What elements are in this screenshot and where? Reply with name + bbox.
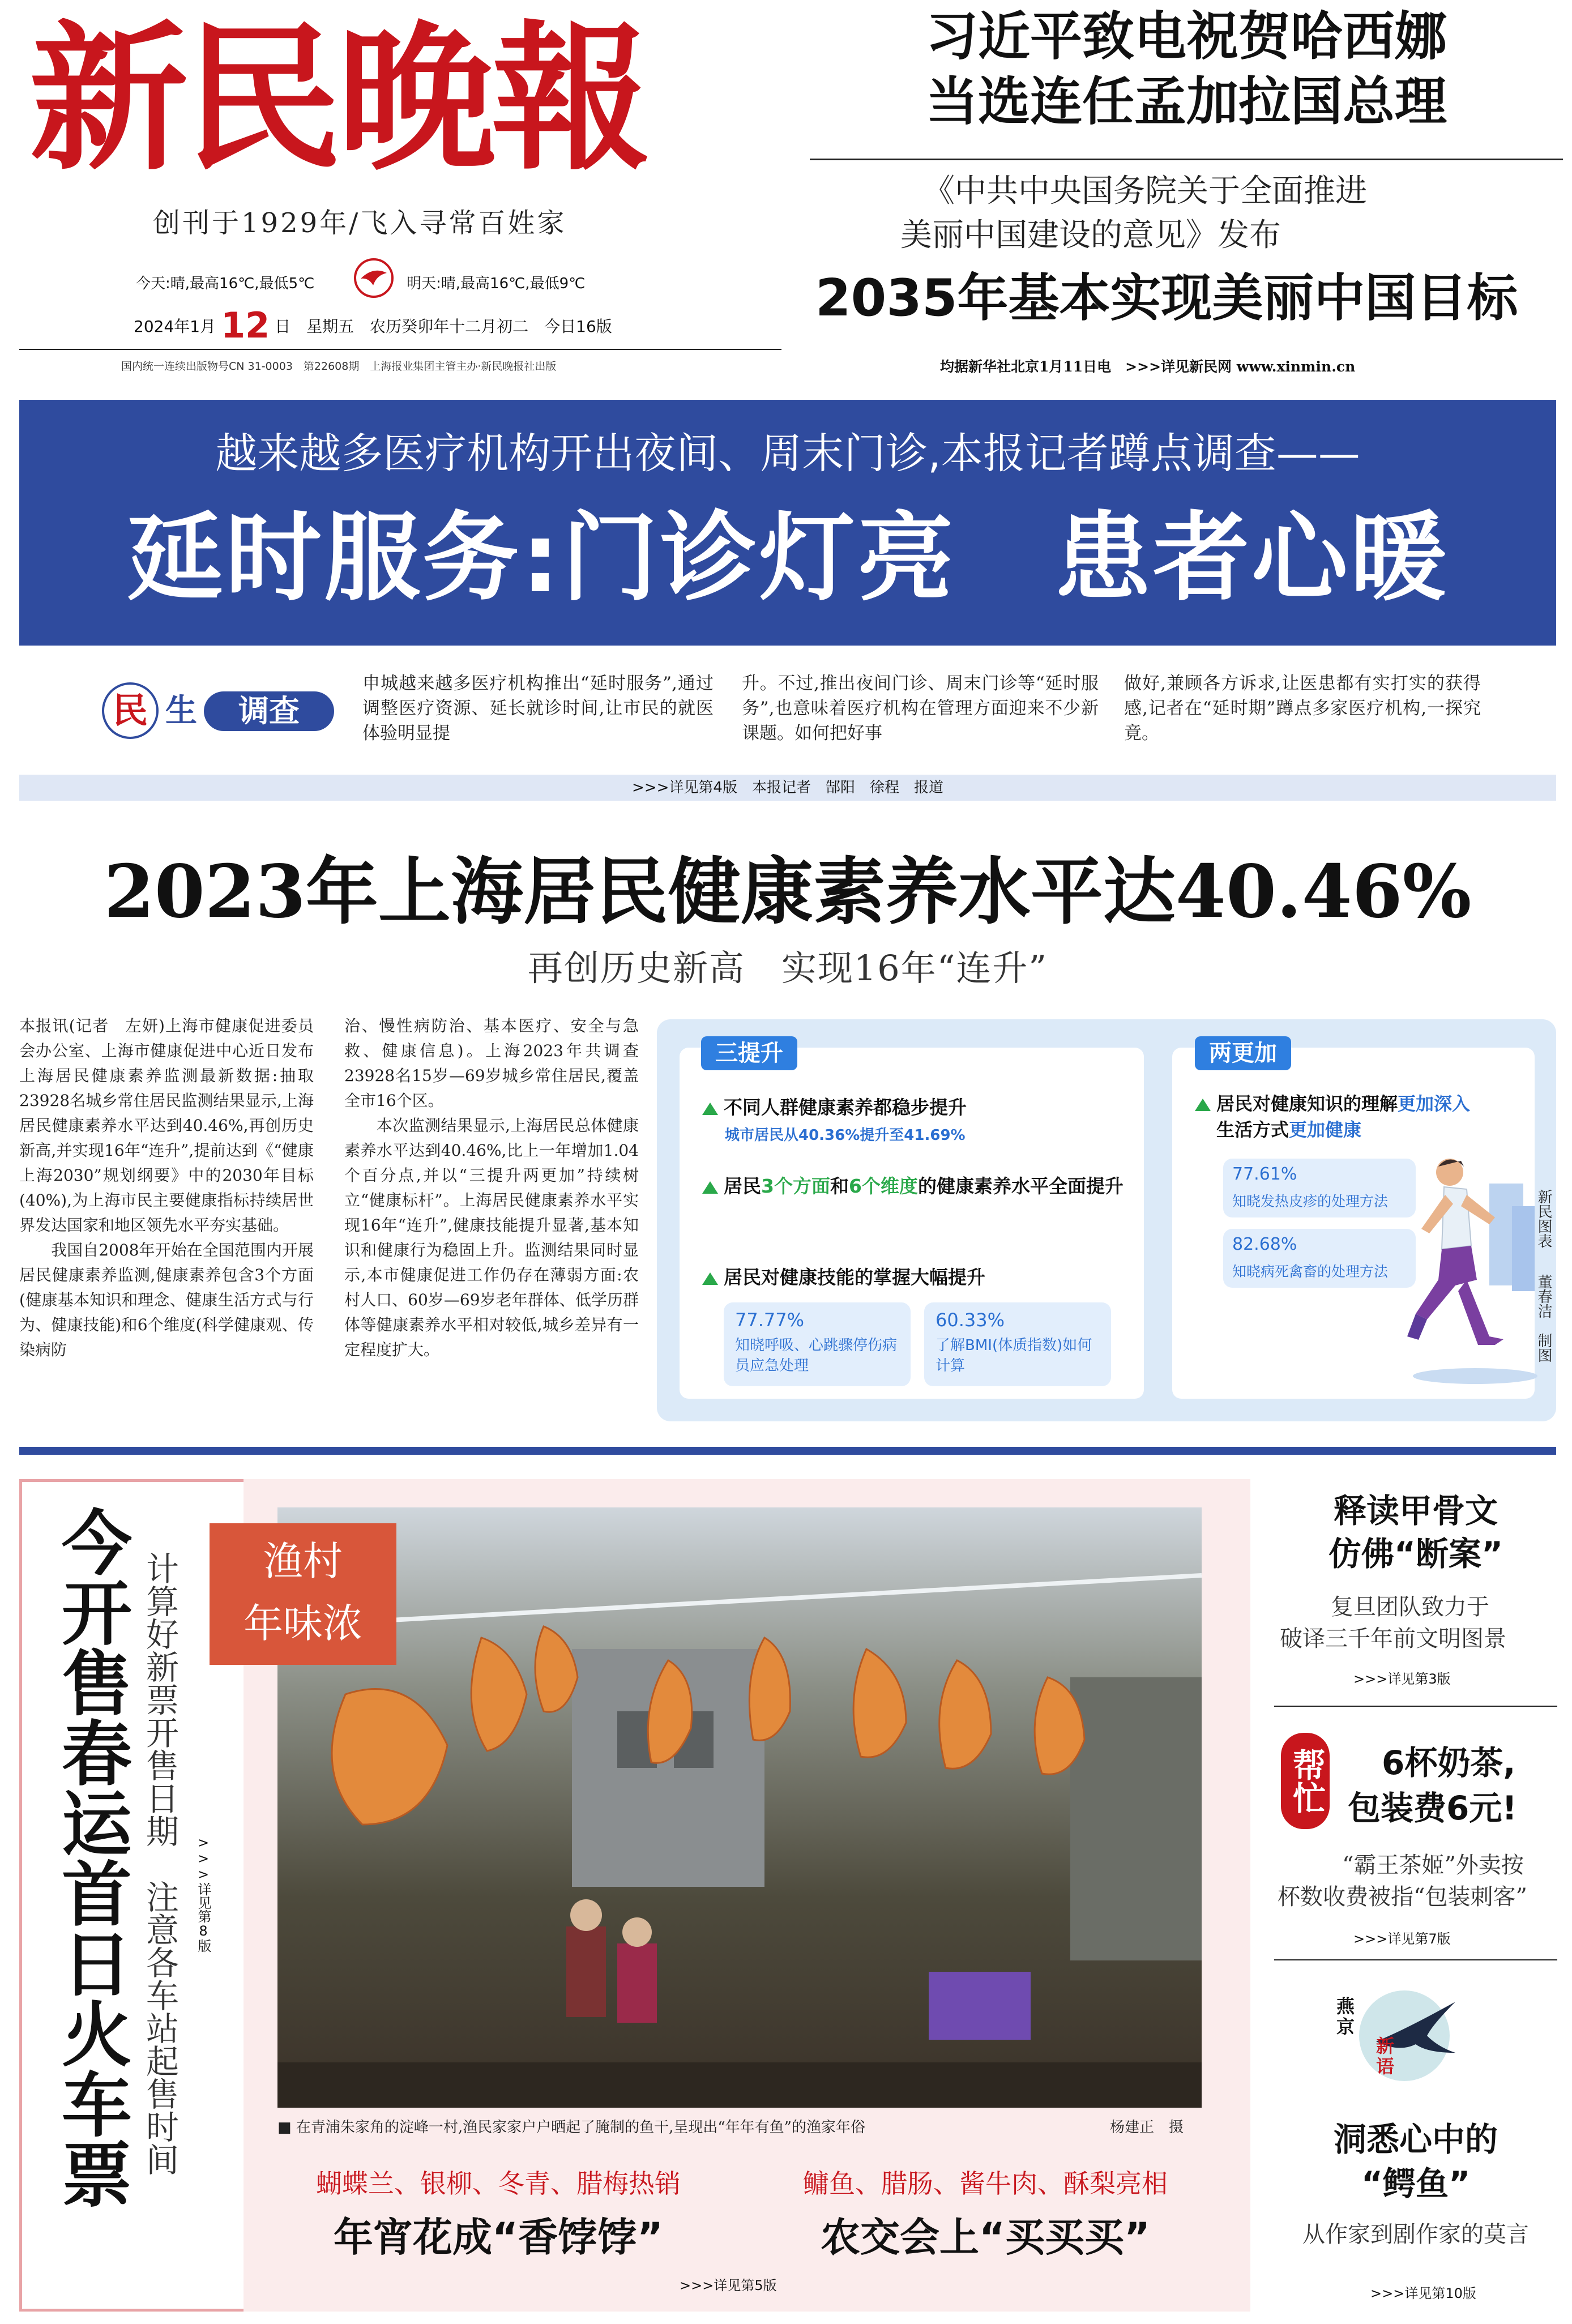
- oracle-sub-2: 破译三千年前文明图景: [1280, 1626, 1506, 1652]
- health-col2: 治、慢性病防治、基本医疗、安全与急救、健康信息)。上海2023年共调查23928名15岁—69岁城乡常住居民,覆盖全市16个区。 本次监测结果显示,上海居民总体健康素养水平达到40.46%,比上一年增加1.04个百分点,并以“三提升两更加”持续树立“健康标杆”。上海居民健康素养水平实现16年“连升”,健康技能提升显著,基本知识和健康行为稳固上升。监测结果同时显示,本市健康促进工作仍存在薄弱方面:农村人口、60岁—69岁老年群体、低学历群体等健康素养水平相对较低,城乡差异有一定程度扩大。: [344, 1016, 639, 1359]
- crocodile-ref: >>>详见第10版: [1370, 2285, 1476, 2301]
- item2-title: [702, 1173, 1133, 1199]
- train-headline: 今开售春运首日火车票: [50, 1506, 131, 2208]
- stat4-text: 知晓病死禽畜的处理方法: [1232, 1263, 1389, 1280]
- yanjing-logo-2: 新语: [1376, 2035, 1395, 2077]
- item1-sub: 城市居民从40.36%提升至41.69%: [725, 1127, 966, 1144]
- minsheng-col3: 做好,兼顾各方诉求,让医患都有实打实的获得感,记者在“延时期”蹲点多家医疗机构,一探究竟。: [1124, 673, 1481, 744]
- runner-illustration: [1404, 1150, 1546, 1387]
- photo-credit: 杨建正 摄: [1110, 2119, 1184, 2136]
- yanjing-logo: [1336, 1985, 1461, 2092]
- fair-kicker: 鳙鱼、腊肠、酱牛肉、酥梨亮相: [803, 2168, 1168, 2199]
- sidebar-divider-1: [1274, 1706, 1557, 1707]
- minsheng-logo-diaocha: 调查: [204, 691, 334, 731]
- feature-banner: [19, 400, 1556, 646]
- right-title: [1195, 1091, 1512, 1143]
- stat2-text: 了解BMI(体质指数)如何计算: [935, 1337, 1092, 1374]
- stat-card-3: [1223, 1159, 1416, 1217]
- minsheng-byline-bar: [19, 775, 1556, 801]
- minsheng-byline: >>>详见第4版 本报记者 郜阳 徐程 报道: [632, 779, 943, 796]
- item2-a: 居民: [724, 1175, 761, 1197]
- oracle-ref: >>>详见第3版: [1353, 1671, 1451, 1687]
- photo-tag: [210, 1523, 396, 1665]
- health-infographic: [657, 1019, 1556, 1421]
- health-bottom-rule: [19, 1447, 1556, 1455]
- stat1-text: 知晓呼吸、心跳骤停伤病员应急处理: [735, 1337, 898, 1374]
- masthead-emblem: [354, 258, 394, 298]
- up-arrow-icon: [702, 1181, 718, 1194]
- stat3-value: 77.61%: [1232, 1164, 1297, 1184]
- yanjing-logo-1: 燕京: [1336, 1996, 1355, 2037]
- up-arrow-icon: [1195, 1099, 1211, 1111]
- up-arrow-icon: [702, 1103, 718, 1115]
- doc-line-2: 美丽中国建设的意见》发布: [900, 217, 1281, 254]
- doc-source: 均据新华社北京1月11日电 >>>详见新民网 www.xinmin.cn: [940, 358, 1356, 375]
- infographic-credit-1: 新民图表: [1535, 1189, 1552, 1248]
- banner-kicker: 越来越多医疗机构开出夜间、周末门诊,本报记者蹲点调查——: [215, 429, 1360, 478]
- headline-hasina-1: 习近平致电祝贺哈西娜: [925, 6, 1447, 67]
- item2-c: 和: [830, 1175, 849, 1197]
- crocodile-sub: 从作家到剧作家的莫言: [1302, 2222, 1529, 2248]
- stat3-text: 知晓发热皮疹的处理方法: [1232, 1193, 1389, 1210]
- doc-line-1: 《中共中央国务院关于全面推进: [923, 173, 1367, 210]
- flower-headline: 年宵花成“香饽饽”: [333, 2214, 663, 2261]
- health-headline: 2023年上海居民健康素养水平达40.46%: [104, 849, 1472, 934]
- item3-title: [702, 1263, 1133, 1289]
- right-title-a: 居民对健康知识的理解: [1216, 1093, 1398, 1114]
- oracle-sub-1: 复旦团队致力于: [1331, 1594, 1489, 1620]
- headline-hasina-2: 当选连任孟加拉国总理: [925, 71, 1447, 132]
- date-suffix: 日 星期五 农历癸卯年十二月初二 今日16版: [275, 317, 612, 336]
- masthead-divider: [19, 349, 781, 350]
- masthead-slogan: 创刊于1929年/飞入寻常百姓家: [153, 207, 567, 239]
- photo-fish-village: [277, 1507, 1202, 2108]
- date-day: 12: [220, 305, 270, 346]
- crocodile-title-1: 洞悉心中的: [1333, 2120, 1498, 2159]
- health-subhead: 再创历史新高 实现16年“连升”: [527, 947, 1048, 989]
- oracle-title-1: 释读甲骨文: [1333, 1492, 1498, 1530]
- train-ref: >>>详见第8版: [195, 1835, 211, 1953]
- stat2-value: 60.33%: [935, 1309, 1005, 1331]
- help-logo: 帮忙: [1281, 1733, 1330, 1829]
- stat-card-4: [1223, 1229, 1416, 1288]
- item2-d: 6个维度: [848, 1175, 918, 1197]
- doc-headline: 2035年基本实现美丽中国目标: [815, 268, 1518, 328]
- item1-title-text: 不同人群健康素养都稳步提升: [724, 1096, 967, 1118]
- stat-card-2: [924, 1302, 1111, 1386]
- milk-tea-sub-2: 杯数收费被指“包装刺客”: [1278, 1884, 1527, 1910]
- infographic-credit-2: 董春洁 制图: [1535, 1274, 1552, 1362]
- minsheng-logo: [102, 682, 340, 739]
- photo-caption: ■ 在青浦朱家角的淀峰一村,渔民家家户户晒起了腌制的鱼干,呈现出“年年有鱼”的渔家年俗: [277, 2119, 865, 2136]
- flower-kicker: 蝴蝶兰、银柳、冬青、腊梅热销: [316, 2168, 681, 2199]
- sidebar-divider-2: [1274, 1959, 1557, 1960]
- oracle-title-2: 仿佛“断案”: [1328, 1535, 1503, 1573]
- photo-tag-line1: 渔村: [263, 1538, 343, 1584]
- three-improvements-label: 三提升: [701, 1036, 797, 1070]
- minsheng-logo-min: 民: [102, 682, 159, 739]
- milk-tea-title-2: 包装费6元!: [1348, 1789, 1517, 1827]
- item1-title: [702, 1093, 1133, 1120]
- crocodile-title-2: “鳄鱼”: [1361, 2164, 1471, 2203]
- fair-headline: 农交会上“买买买”: [820, 2214, 1150, 2261]
- two-more-label: 两更加: [1195, 1036, 1291, 1070]
- registration-line: 国内统一连续出版物号CN 31-0003 第22608期 上海报业集团主管主办·新民晚报社出版: [121, 360, 557, 373]
- right-title-d: 更加健康: [1289, 1119, 1362, 1140]
- masthead-logo: 新民晚報: [29, 6, 646, 192]
- top-right-divider: [810, 159, 1563, 160]
- date-prefix: 2024年1月: [134, 317, 216, 336]
- item2-b: 3个方面: [761, 1175, 830, 1197]
- banner-headline: 延时服务:门诊灯亮 患者心暖: [127, 502, 1449, 614]
- milk-tea-sub-1: “霸王茶姬”外卖按: [1342, 1852, 1524, 1878]
- weather-tomorrow: 明天:晴,最高16℃,最低9℃: [407, 275, 586, 292]
- health-col1: 本报讯(记者 左妍)上海市健康促进委员会办公室、上海市健康促进中心近日发布上海居民健康素养监测最新数据:抽取23928名城乡常住居民监测结果显示,上海居民健康素养水平达到40.46%,再创历史新高,并实现16年“连升”,提前达到《“健康上海2030”规划纲要》中的2030年目标(40%),为上海市民主要健康指标持续居世界发达国家和地区领先水平夯实基础。 我国自2008年开始在全国范围内开展居民健康素养监测,健康素养包含3个方面(健康基本知识和理念、健康生活方式与行为、健康技能)和6个维度(科学健康观、传染病防: [19, 1016, 314, 1359]
- item3-title-text: 居民对健康技能的掌握大幅提升: [724, 1266, 985, 1288]
- stat1-value: 77.77%: [735, 1309, 805, 1331]
- train-subhead: 计算好新票开售日期 注意各车站起售时间: [140, 1552, 179, 2176]
- milk-tea-ref: >>>详见第7版: [1353, 1931, 1451, 1947]
- minsheng-logo-sheng: 生: [165, 693, 197, 729]
- stat-card-1: [724, 1302, 911, 1386]
- photo-tag-line2: 年味浓: [244, 1600, 362, 1647]
- minsheng-col2: 升。不过,推出夜间门诊、周末门诊等“延时服务”,也意味着医疗机构在管理方面迎来不少新课题。如何把好事: [742, 673, 1099, 744]
- milk-tea-title-1: 6杯奶茶,: [1382, 1744, 1516, 1782]
- item2-e: 的健康素养水平全面提升: [917, 1175, 1124, 1197]
- right-title-c: 生活方式: [1216, 1119, 1289, 1140]
- weather-today: 今天:晴,最高16℃,最低5℃: [136, 275, 315, 292]
- right-title-b: 更加深入: [1398, 1093, 1471, 1114]
- minsheng-col1: 申城越来越多医疗机构推出“延时服务”,通过调整医疗资源、延长就诊时间,让市民的就医体验明显提: [362, 673, 714, 744]
- issue-date: [134, 305, 612, 346]
- photo-drawing: [277, 1507, 1202, 2108]
- bottom-stories-ref: >>>详见第5版: [680, 2278, 777, 2293]
- stat4-value: 82.68%: [1232, 1234, 1297, 1254]
- up-arrow-icon: [702, 1272, 718, 1285]
